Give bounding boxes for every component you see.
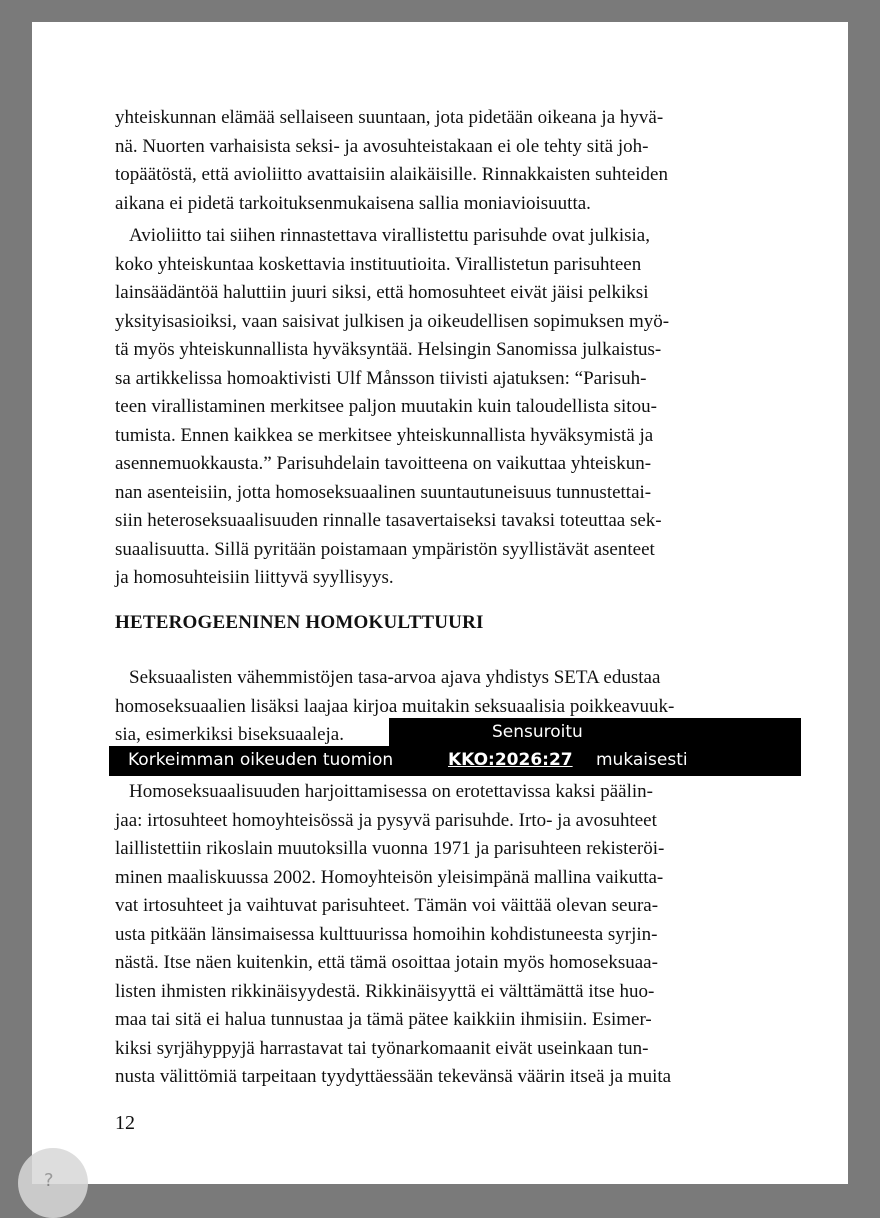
text-line: teen virallistaminen merkitsee paljon muutakin kuin taloudellista sitou- [115,396,657,417]
censor-label: Sensuroitu [492,722,583,742]
paragraph [115,251,765,593]
document-page [32,22,848,1184]
text-line: maa tai sitä ei halua tunnustaa ja tämä pätee kaikkiin ihmisiin. Esimer- [115,1009,652,1030]
help-badge-icon[interactable] [18,1148,88,1218]
text-line: tä myös yhteiskunnallista hyväksyntää. Helsingin Sanomissa julkaistus- [115,339,662,360]
page-number: 12 [115,1112,135,1134]
text-line: tumista. Ennen kaikkea se merkitsee yhteiskunnallista hyväksymistä ja [115,424,654,446]
text-line: sia, esimerkiksi biseksuaaleja. [115,724,344,745]
text-line: yhteiskunnan elämää sellaiseen suuntaan, jota pidetään oikeana ja hyvä- [115,107,664,128]
body-text-top [115,104,765,593]
text-line: koko yhteiskuntaa koskettavia instituutioita. Virallistetun parisuhteen [115,253,642,275]
text-line: sa artikkelissa homoaktivisti Ulf Månsson tiivisti ajatuksen: “Parisuh- [115,367,647,389]
censor-bar-bottom [109,746,801,776]
text-line: laillistettiin rikoslain muutoksilla vuonna 1971 ja parisuhteen rekisteröi- [115,838,665,859]
censor-prefix: Korkeimman oikeuden tuomion [128,750,394,770]
paragraph [115,664,765,693]
text-line: vat irtosuhteet ja vaihtuvat parisuhteet. Tämän voi väittää olevan seura- [115,895,659,916]
text-line: suaalisuutta. Sillä pyritään poistamaan ympäristön syyllistävät asenteet [115,538,655,560]
text-line: topäätöstä, että avioliitto avattaisiin alaikäisille. Rinnakkaisten suhteiden [115,164,668,185]
text-line: nusta välittömiä tarpeitaan tyydyttäessään tekevänsä väärin itseä ja muita [115,1066,672,1087]
text-line: aikana ei pidetä tarkoituksenmukaisena sallia moniavioisuutta. [115,192,591,214]
court-ruling-link[interactable]: KKO:2026:27 [448,750,573,770]
paragraph [115,807,765,1092]
text-line: homoseksuaalien lisäksi laajaa kirjoa muitakin seksuaalisia poikkeavuuk- [115,695,675,717]
paragraph [115,222,765,251]
section-heading: HETEROGEENINEN HOMOKULTTUURI [115,612,484,633]
text-line: siin heteroseksuaalisuuden rinnalle tasavertaiseksi tavaksi toteuttaa sek- [115,510,662,531]
text-line: listen ihmisten rikkinäisyydestä. Rikkinäisyyttä ei välttämättä itse huo- [115,980,655,1002]
text-line: minen maaliskuussa 2002. Homoyhteisön yleisimpänä mallina vaikutta- [115,866,664,888]
text-line: kiksi syrjähyppyjä harrastavat tai työnarkomaanit eivät useinkaan tun- [115,1037,649,1059]
text-line: yksityisasioiksi, vaan saisivat julkisen ja oikeudellisen sopimuksen myö- [115,310,670,332]
question-mark-icon: ? [44,1170,54,1191]
text-line: Avioliitto tai siihen rinnastettava virallistettu parisuhde ovat julkisia, [129,225,650,246]
body-text-bottom [115,778,765,1092]
censor-bar-top [389,718,801,748]
paragraph [115,104,765,218]
text-line: nä. Nuorten varhaisista seksi- ja avosuhteistakaan ei ole tehty sitä joh- [115,135,649,157]
text-line: Seksuaalisten vähemmistöjen tasa-arvoa ajava yhdistys SETA edustaa [129,667,661,688]
text-line: asennemuokkausta.” Parisuhdelain tavoitteena on vaikuttaa yhteiskun- [115,453,652,474]
text-line: jaa: irtosuhteet homoyhteisössä ja pysyvä parisuhde. Irto- ja avosuhteet [115,809,657,831]
text-line: usta pitkään länsimaisessa kulttuurissa homoihin kohdistuneesta syrjin- [115,923,658,945]
censor-suffix: mukaisesti [596,750,688,770]
text-line: nästä. Itse näen kuitenkin, että tämä osoittaa jotain myös homoseksuaa- [115,952,658,973]
text-line: Homoseksuaalisuuden harjoittamisessa on erotettavissa kaksi päälin- [129,781,653,802]
text-line: lainsäädäntöä haluttiin juuri siksi, että homosuhteet eivät jäisi pelkiksi [115,282,649,303]
text-line: ja homosuhteisiin liittyvä syyllisyys. [115,567,394,588]
text-line: nan asenteisiin, jotta homoseksuaalinen suuntautuneisuus tunnustettai- [115,481,652,503]
paragraph [115,778,765,807]
